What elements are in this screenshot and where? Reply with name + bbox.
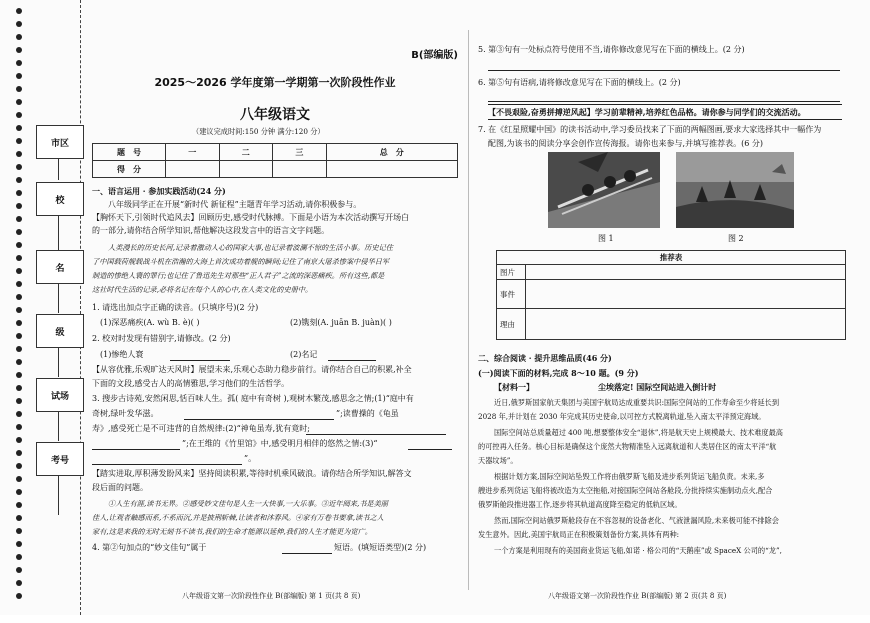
binding-holes xyxy=(10,0,28,623)
binding-hole xyxy=(16,333,22,339)
question-3-line: ”;在王维的《竹里馆》中,感受明月相伴的悠然之情:(3)“ xyxy=(182,439,378,448)
binding-hole xyxy=(16,554,22,560)
passage-line: 了中国载荷舰载战斗机在浩瀚的大海上首次成功着舰的瞬间;记住了南京大屠杀惨案中侵华日军 xyxy=(92,257,390,266)
paragraph-line: 下面的文段,感受古人的高情雅思,学习他们的生活哲学。 xyxy=(92,379,290,388)
paragraph-line: 【胸怀天下,引领时代追风去】回顾历史,感受时代脉搏。下面是小语为本次活动撰写开场白 xyxy=(92,213,410,222)
question-1: 1. 请选出加点字正确的读音。(只填序号)(2 分) xyxy=(92,303,259,312)
page-divider xyxy=(468,30,469,590)
score-cell[interactable] xyxy=(219,161,273,178)
question-3-line: ”。 xyxy=(244,454,257,463)
answer-blank[interactable] xyxy=(282,545,332,554)
binding-hole xyxy=(16,190,22,196)
question-1-item-1[interactable]: (1)深恶痛疾(A. wù B. è)( ) xyxy=(100,318,200,327)
material-label: 【材料一】 xyxy=(494,382,534,392)
passage-line: 一个方案是利用现有的美国商业货运飞船,如诺 · 格公司的“天鹅座”或 SpaceX 公司的“龙”, xyxy=(494,546,782,555)
reason-answer-cell[interactable] xyxy=(526,309,846,340)
binding-margin xyxy=(0,0,88,615)
score-header-cell: 二 xyxy=(219,144,273,161)
time-info: （建议完成时间:150 分钟 满分:120 分） xyxy=(192,127,325,136)
section-heading: 二、综合阅读 · 提升思维品质(46 分) xyxy=(478,353,612,363)
field-line xyxy=(58,475,59,515)
page-2 xyxy=(478,0,846,615)
field-line xyxy=(58,158,59,180)
answer-blank[interactable] xyxy=(170,352,230,361)
binding-hole xyxy=(16,593,22,599)
question-3-line: 奇树,绿叶发华滋。 xyxy=(92,409,159,418)
note-box xyxy=(488,104,842,120)
answer-blank[interactable] xyxy=(408,441,452,450)
cut-line xyxy=(80,0,81,615)
passage-line: 然而,国际空间站俄罗斯舱段存在不容忽视的设备老化、气液泄漏风险,未来极可能不排除会 xyxy=(494,516,779,525)
passage-line: 家有,这是来我的无时无刻书不读书,我们的生命才能源以延伸,我们的人生才能更为宽广。 xyxy=(92,527,372,536)
binding-hole xyxy=(16,476,22,482)
field-name: 名 xyxy=(36,250,84,284)
passage-line: 近日,俄罗斯国家航天集团与美国宇航局达成重要共识:国际空间站的工作寿命至少将延长到 xyxy=(494,398,780,407)
passage-line: 俄罗斯舱段推进器工作,逐步将其轨道高度降至稳定的低轨区域。 xyxy=(478,500,682,509)
page-footer: 八年级语文第一次阶段性作业 B(部编版) 第 1 页(共 8 页) xyxy=(182,592,361,600)
binding-hole xyxy=(16,359,22,365)
field-line xyxy=(58,283,59,313)
answer-line[interactable] xyxy=(488,70,840,71)
binding-hole xyxy=(16,580,22,586)
binding-hole xyxy=(16,229,22,235)
event-answer-cell[interactable] xyxy=(526,280,846,309)
binding-hole xyxy=(16,424,22,430)
passage-line: 2028 年,并计划在 2030 年完成其历史使命,以可控方式脱离轨道,坠入南太平洋预定海域。 xyxy=(478,412,766,421)
field-line xyxy=(58,411,59,441)
paragraph-line: 【从容优雅,乐观旷达天风时】展望未来,乐观心态助力稳步前行。请你结合自己的积累,补全 xyxy=(92,365,412,374)
binding-hole xyxy=(16,177,22,183)
answer-blank[interactable] xyxy=(306,426,446,435)
field-line xyxy=(58,347,59,377)
score-cell[interactable] xyxy=(326,161,457,178)
score-row-label: 得 分 xyxy=(93,161,166,178)
figure-1-illustration xyxy=(548,152,660,228)
answer-line[interactable] xyxy=(488,101,840,102)
binding-hole xyxy=(16,112,22,118)
binding-hole xyxy=(16,398,22,404)
score-header-cell: 一 xyxy=(166,144,220,161)
binding-hole xyxy=(16,60,22,66)
binding-hole xyxy=(16,528,22,534)
binding-hole xyxy=(16,21,22,27)
edition-label: B(部编版) xyxy=(411,50,458,61)
recommendation-table xyxy=(496,250,846,340)
binding-hole xyxy=(16,372,22,378)
paragraph-line: 段后面的问题。 xyxy=(92,483,148,492)
passage-line: 这社时代生活的记录,必将名记在每个人的心中,在人类文化的史册中。 xyxy=(92,285,313,294)
subject-title: 八年级语文 xyxy=(240,107,310,123)
passage-line: ①人生有涯,读书无界。②感受妙文佳句是人生一大快事,一大乐事。③近年阅来,书是美丽 xyxy=(108,499,388,508)
binding-hole xyxy=(16,242,22,248)
binding-hole xyxy=(16,8,22,14)
note-text: 【不畏艰险,奋勇拼搏逆风起】学习前辈精神,培养红色品格。请你参与同学们的交流活动。 xyxy=(488,107,806,117)
question-3-line: ”;读曹操的《龟虽 xyxy=(336,409,399,418)
binding-hole xyxy=(16,268,22,274)
field-line xyxy=(58,215,59,250)
figure-1-caption: 图 1 xyxy=(598,234,614,243)
binding-hole xyxy=(16,86,22,92)
passage-line: 的可控再入任务。核心目标是确保这个庞然大物精准坠入远离航道和人类居住区的南太平洋“航 xyxy=(478,442,777,451)
score-header-cell: 三 xyxy=(273,144,327,161)
question-2-item-2: (2)名记 xyxy=(290,350,318,359)
question-7: 7. 在《红星照耀中国》的读书活动中,学习委员找来了下面的两幅图画,要求大家选择其中一幅作为 xyxy=(478,125,822,134)
score-cell[interactable] xyxy=(166,161,220,178)
score-header-cell: 总 分 xyxy=(326,144,457,161)
paragraph-line: 八年级同学正在开展“新时代 新征程”主题青年学习活动,请你积极参与。 xyxy=(108,200,362,209)
material-title: 尘埃落定! 国际空间站进入倒计时 xyxy=(598,382,717,392)
row-label-event: 事件 xyxy=(497,280,526,309)
question-5: 5. 第③句有一处标点符号使用不当,请你修改意见写在下面的横线上。(2 分) xyxy=(478,45,745,54)
binding-hole xyxy=(16,515,22,521)
binding-hole xyxy=(16,125,22,131)
passage-line: 根据计划方案,国际空间站坠毁工作将由俄罗斯飞船及进步系列货运飞船负责。未来,多 xyxy=(494,472,765,481)
binding-hole xyxy=(16,294,22,300)
binding-hole xyxy=(16,463,22,469)
paragraph-line: 【踏实进取,厚积薄发盼风来】坚持阅读积累,等待时机乘风破浪。请你结合所学知识,解答文 xyxy=(92,469,412,478)
section-heading: 一、语言运用 · 参加实践活动(24 分) xyxy=(92,186,226,196)
binding-hole xyxy=(16,489,22,495)
question-6: 6. 第⑤句有语病,请将修改意见写在下面的横线上。(2 分) xyxy=(478,78,681,87)
binding-hole xyxy=(16,73,22,79)
figure-2-image xyxy=(676,152,794,228)
binding-hole xyxy=(16,281,22,287)
field-exam-number: 考号 xyxy=(36,442,84,476)
binding-hole xyxy=(16,567,22,573)
binding-hole xyxy=(16,450,22,456)
field-city: 市区 xyxy=(36,125,84,159)
binding-hole xyxy=(16,541,22,547)
recommendation-title: 推荐表 xyxy=(497,251,846,265)
binding-hole xyxy=(16,47,22,53)
score-table xyxy=(92,143,458,178)
answer-blank[interactable] xyxy=(92,441,180,450)
question-3-line: 寿》,感受死亡是不可违背的自然规律:(2)“神龟虽寿,犹有竟时; xyxy=(92,424,310,433)
image-answer-cell[interactable] xyxy=(526,265,846,280)
question-2: 2. 校对时发现有错别字,请修改。(2 分) xyxy=(92,334,231,343)
field-exam-room: 试场 xyxy=(36,378,84,412)
page-1 xyxy=(92,0,458,615)
question-7: 配图,为该书的阅读分享会创作宣传海报。请你也来参与,并填写推荐表。(6 分) xyxy=(488,139,763,148)
row-label-reason: 理由 xyxy=(497,309,526,340)
question-1-item-2[interactable]: (2)镌刻(A. juān B. juàn)( ) xyxy=(290,318,392,327)
question-4: 短语。(填短语类型)(2 分) xyxy=(334,543,427,552)
passage-line: 国际空间站总质量超过 400 吨,想要整体安全“退休”,将是航天史上规模最大、技术难度最高 xyxy=(494,428,783,437)
binding-hole xyxy=(16,502,22,508)
passage-line: 制造的惨绝人寰的罪行;也记住了鲁迅先生对那些“正人君子”之流的深恶痛疾。所有这些,都是 xyxy=(92,271,385,280)
figure-1-image xyxy=(548,152,660,228)
binding-hole xyxy=(16,138,22,144)
question-3: 3. 搜步古诗苑,安然闲思,恬百味人生。孤( 庭中有奇树 ),观树木繁茂,感思念之情;(1)“庭中有 xyxy=(92,394,414,403)
question-4: 4. 第②句加点的“妙文佳句”属于 xyxy=(92,543,207,552)
binding-hole xyxy=(16,99,22,105)
figure-2-illustration xyxy=(676,152,794,228)
answer-blank[interactable] xyxy=(328,352,376,361)
binding-hole xyxy=(16,346,22,352)
field-school: 校 xyxy=(36,182,84,216)
binding-hole xyxy=(16,411,22,417)
figure-2-caption: 图 2 xyxy=(728,234,744,243)
score-cell[interactable] xyxy=(273,161,327,178)
exam-title: 2025～2026 学年度第一学期第一次阶段性作业 xyxy=(154,76,396,89)
question-2-item-1: (1)惨绝人寰 xyxy=(100,350,144,359)
binding-hole xyxy=(16,34,22,40)
passage-line: 艘进步系列货运飞船将被改造为太空拖船,对接国际空间站各舱段,分批持续实施制动点火,配合 xyxy=(478,486,773,495)
binding-hole xyxy=(16,320,22,326)
binding-hole xyxy=(16,385,22,391)
row-label-image: 图片 xyxy=(497,265,526,280)
score-header-cell: 题 号 xyxy=(93,144,166,161)
binding-hole xyxy=(16,164,22,170)
binding-hole xyxy=(16,437,22,443)
paragraph-line: 的一部分,请你结合所学知识,帮他解决这段发言中的语言文字问题。 xyxy=(92,226,330,235)
binding-hole xyxy=(16,203,22,209)
subsection-heading: (一)阅读下面的材料,完成 8～10 题。(9 分) xyxy=(478,368,639,378)
page-footer: 八年级语文第一次阶段性作业 B(部编版) 第 2 页(共 8 页) xyxy=(548,592,727,600)
answer-blank[interactable] xyxy=(92,456,242,465)
passage-line: 人类漫长的历史长河,记录着激动人心的国家大事,也记录着波澜不惊的生活小事。历史记住 xyxy=(108,243,393,252)
binding-hole xyxy=(16,255,22,261)
binding-hole xyxy=(16,307,22,313)
passage-line: 天器坟场”。 xyxy=(478,456,518,465)
binding-hole xyxy=(16,216,22,222)
binding-hole xyxy=(16,151,22,157)
answer-blank[interactable] xyxy=(184,411,334,420)
field-class: 级 xyxy=(36,314,84,348)
passage-line: 佳人,让观者触感而系,不系而沉,并是披荆斩棘,让读者和沐春风。④家有万卷书要拿,读书之人 xyxy=(92,513,384,522)
passage-line: 发生意外。因此,美国宇航局正在积极策划备份方案,具体有两种: xyxy=(478,530,680,539)
